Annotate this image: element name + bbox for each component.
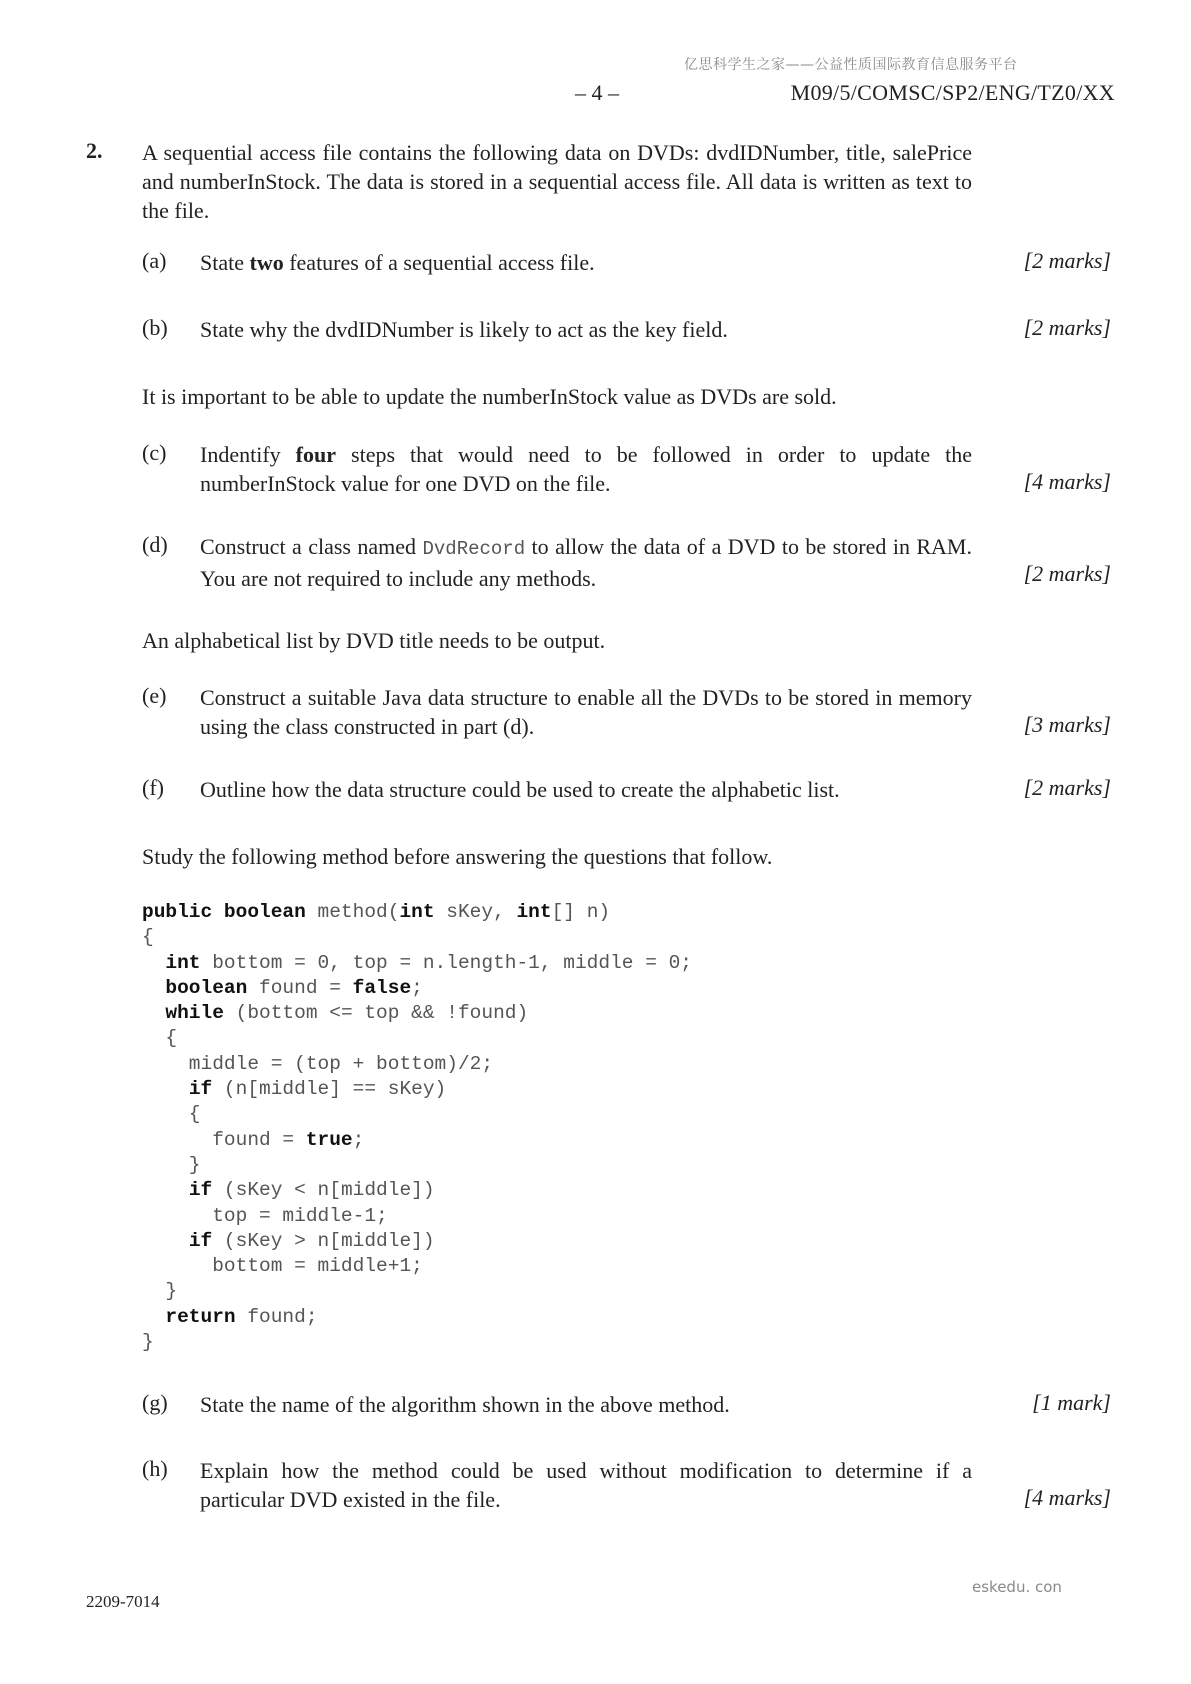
code-keyword: int [165,951,201,974]
code-text: found; [235,1305,318,1328]
header-watermark: 亿思科学生之家——公益性质国际教育信息服务平台 [684,57,1018,73]
part-c-marks: [4 marks] [1023,469,1111,494]
part-h-marks: [4 marks] [1023,1485,1111,1510]
code-text [142,1230,189,1252]
code-keyword: if [188,1078,213,1101]
code-text: (bottom <= top && !found) [223,1002,529,1025]
code-keyword: int [516,901,552,923]
code-text: method( [305,901,400,923]
code-line [142,1053,493,1075]
code-text: } [142,1331,154,1354]
part-b-text: State why the dvdIDNumber is likely to act as the key field. [200,317,728,342]
code-line [142,1027,177,1049]
code-keyword: int [399,901,435,923]
code-line [142,1306,318,1328]
page-number: – 4 – [575,80,619,105]
code-block [142,900,692,1355]
emphasis: two [249,250,284,275]
footer-code: 2209-7014 [86,1592,160,1611]
paragraph-study: Study the following method before answering the questions that follow. [142,844,773,869]
paragraph-alphabetical: An alphabetical list by DVD title needs to be output. [142,628,606,653]
part-c-label: (c) [142,440,167,465]
code-line [142,926,154,948]
part-f-marks: [2 marks] [1023,775,1111,800]
part-e-label: (e) [142,683,167,708]
code-text: ; [411,976,423,999]
emphasis: four [295,442,336,467]
code-line [142,1230,435,1252]
code-text [142,1078,189,1100]
code-text: found = [142,1128,306,1151]
code-text: { [142,926,154,949]
part-b-label: (b) [142,315,168,340]
code-text [142,1306,165,1328]
code-text: (sKey < n[middle]) [212,1179,435,1202]
question-intro: A sequential access file contains the following data on DVDs: dvdIDNumber, title, salePrice and numberInStock. The data is stored in a sequential access file. All data is written as text to the file. [142,140,972,223]
code-text: sKey, [434,901,517,923]
code-text [142,1002,165,1024]
part-g-label: (g) [142,1390,168,1415]
part-d-marks: [2 marks] [1023,561,1111,586]
code-line [142,1129,364,1151]
footer-watermark: eskedu. con [972,1578,1062,1596]
code-text: (n[middle] == sKey) [212,1078,447,1101]
code-text: (sKey > n[middle]) [212,1229,435,1252]
code-line [142,1179,435,1201]
part-g-text: State the name of the algorithm shown in the above method. [200,1392,730,1417]
code-text: { [142,1027,178,1050]
code-line [142,977,423,999]
code-line [142,952,692,974]
code-text: found = [247,976,353,999]
part-g-marks: [1 mark] [1032,1390,1111,1415]
code-text: { [142,1103,201,1126]
paper-code: M09/5/COMSC/SP2/ENG/TZ0/XX [790,80,1115,105]
code-text: bottom = middle+1; [142,1255,423,1278]
code-line [142,1331,154,1353]
part-d-label: (d) [142,532,168,557]
code-keyword: if [188,1229,213,1252]
code-line [142,1103,201,1125]
code-text: [] n) [551,901,611,923]
part-a-text: State two features of a sequential access file. [200,250,595,275]
code-text: top = middle-1; [142,1204,388,1227]
code-line [142,1154,201,1176]
part-h-label: (h) [142,1456,168,1481]
code-keyword: boolean [165,976,248,999]
part-d-text: Construct a class named DvdRecord to allow the data of a DVD to be stored in RAM. You are not required to include any methods. [200,534,972,591]
code-line [142,1205,388,1227]
code-text: middle = (top + bottom)/2; [142,1052,494,1075]
code-line [142,1002,528,1024]
code-keyword: while [165,1002,224,1025]
code-keyword: return [165,1305,236,1328]
code-line [142,1078,446,1100]
part-f-text: Outline how the data structure could be used to create the alphabetic list. [200,777,840,802]
code-line [142,901,610,923]
code-keyword: true [305,1128,353,1151]
class-name-code: DvdRecord [422,538,526,560]
code-text [142,952,165,974]
part-e-marks: [3 marks] [1023,712,1111,737]
part-h-text: Explain how the method could be used without modification to determine if a particular DVD existed in the file. [200,1458,972,1512]
part-e-text: Construct a suitable Java data structure to enable all the DVDs to be stored in memory using the class constructed in part (d). [200,685,972,739]
code-text: } [142,1280,178,1303]
code-line [142,1255,423,1277]
code-keyword: false [352,976,412,999]
code-text [142,977,165,999]
code-line [142,1280,177,1302]
paragraph-update: It is important to be able to update the numberInStock value as DVDs are sold. [142,384,837,409]
code-text [142,1179,189,1201]
part-a-marks: [2 marks] [1023,248,1111,273]
part-a-label: (a) [142,248,167,273]
question-number: 2. [86,138,103,163]
part-f-label: (f) [142,775,164,800]
code-text: bottom = 0, top = n.length-1, middle = 0; [200,951,692,974]
code-text: } [142,1153,201,1176]
code-keyword: if [188,1179,213,1202]
code-keyword: public boolean [142,901,306,923]
part-c-text: Indentify four steps that would need to be followed in order to update the numberInStock value for one DVD on the file. [200,442,972,496]
part-b-marks: [2 marks] [1023,315,1111,340]
code-text: ; [352,1128,365,1151]
